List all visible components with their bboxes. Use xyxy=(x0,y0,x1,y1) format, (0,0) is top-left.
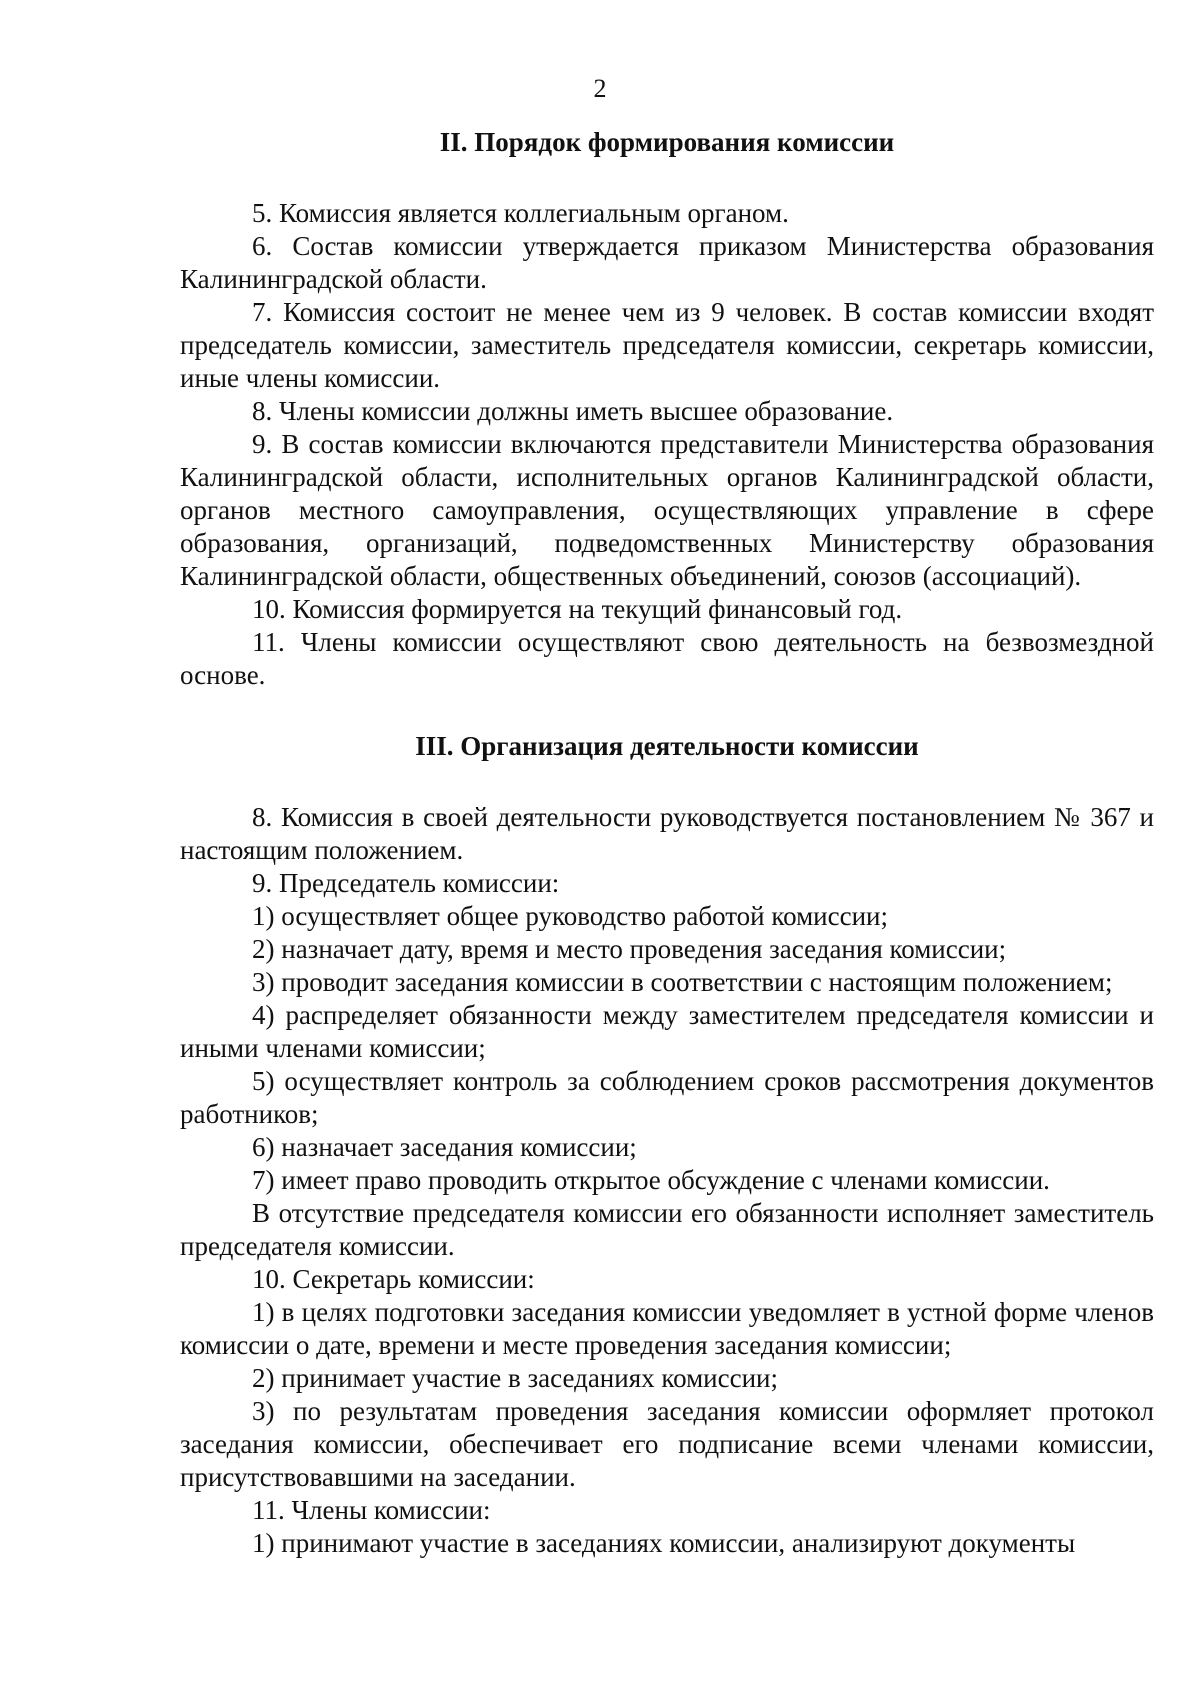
paragraph: 11. Члены комиссии осуществляют свою деятельность на безвозмездной основе. xyxy=(180,627,1154,690)
list-item: 3) проводит заседания комиссии в соответствии с настоящим положением; xyxy=(252,967,1113,997)
list-item: 2) принимает участие в заседаниях комиссии; xyxy=(252,1363,778,1393)
paragraph: 10. Комиссия формируется на текущий финансовый год. xyxy=(252,594,903,624)
paragraph: 9. В состав комиссии включаются представители Министерства образования Калининградской области, исполнительных органов Калининградской области, органов местного самоуправления, осуществляющих управление в сфере образования, организаций, подведомственных Министерству образования Калининградской области, общественных объединений, союзов (ассоциаций). xyxy=(180,429,1154,591)
list-item: 6) назначает заседания комиссии; xyxy=(252,1132,637,1162)
section-3-title: III. Организация деятельности комиссии xyxy=(415,731,919,761)
list-item: 1) осуществляет общее руководство работой комиссии; xyxy=(252,901,888,931)
section-2-title: II. Порядок формирования комиссии xyxy=(439,127,895,157)
list-item: 7) имеет право проводить открытое обсуждение с членами комиссии. xyxy=(252,1165,1050,1195)
paragraph: 8. Члены комиссии должны иметь высшее образование. xyxy=(252,396,894,426)
list-item: 4) распределяет обязанности между заместителем председателя комиссии и иными членами комиссии; xyxy=(180,1000,1154,1063)
paragraph: 5. Комиссия является коллегиальным органом. xyxy=(252,198,789,228)
list-item: 2) назначает дату, время и место проведения заседания комиссии; xyxy=(252,934,1007,964)
paragraph: 6. Состав комиссии утверждается приказом Министерства образования Калининградской области. xyxy=(180,231,1154,294)
document-body xyxy=(180,126,1154,1560)
list-item: 3) по результатам проведения заседания комиссии оформляет протокол заседания комиссии, обеспечивает его подписание всеми членами комиссии, присутствовавшими на заседании. xyxy=(180,1396,1154,1492)
list-item: 1) принимают участие в заседаниях комиссии, анализируют документы xyxy=(252,1528,1076,1558)
paragraph: 11. Члены комиссии: xyxy=(252,1495,491,1525)
paragraph: 9. Председатель комиссии: xyxy=(252,868,560,898)
paragraph: 8. Комиссия в своей деятельности руководствуется постановлением № 367 и настоящим положением. xyxy=(180,802,1154,865)
list-item: 1) в целях подготовки заседания комиссии уведомляет в устной форме членов комиссии о дате, времени и месте проведения заседания комиссии; xyxy=(180,1297,1154,1360)
list-item: 5) осуществляет контроль за соблюдением сроков рассмотрения документов работников; xyxy=(180,1066,1154,1129)
page-number: 2 xyxy=(593,74,607,103)
paragraph: 7. Комиссия состоит не менее чем из 9 человек. В состав комиссии входят председатель комиссии, заместитель председателя комиссии, секретарь комиссии, иные члены комиссии. xyxy=(180,297,1154,393)
paragraph: В отсутствие председателя комиссии его обязанности исполняет заместитель председателя комиссии. xyxy=(180,1198,1154,1261)
paragraph: 10. Секретарь комиссии: xyxy=(252,1264,535,1294)
